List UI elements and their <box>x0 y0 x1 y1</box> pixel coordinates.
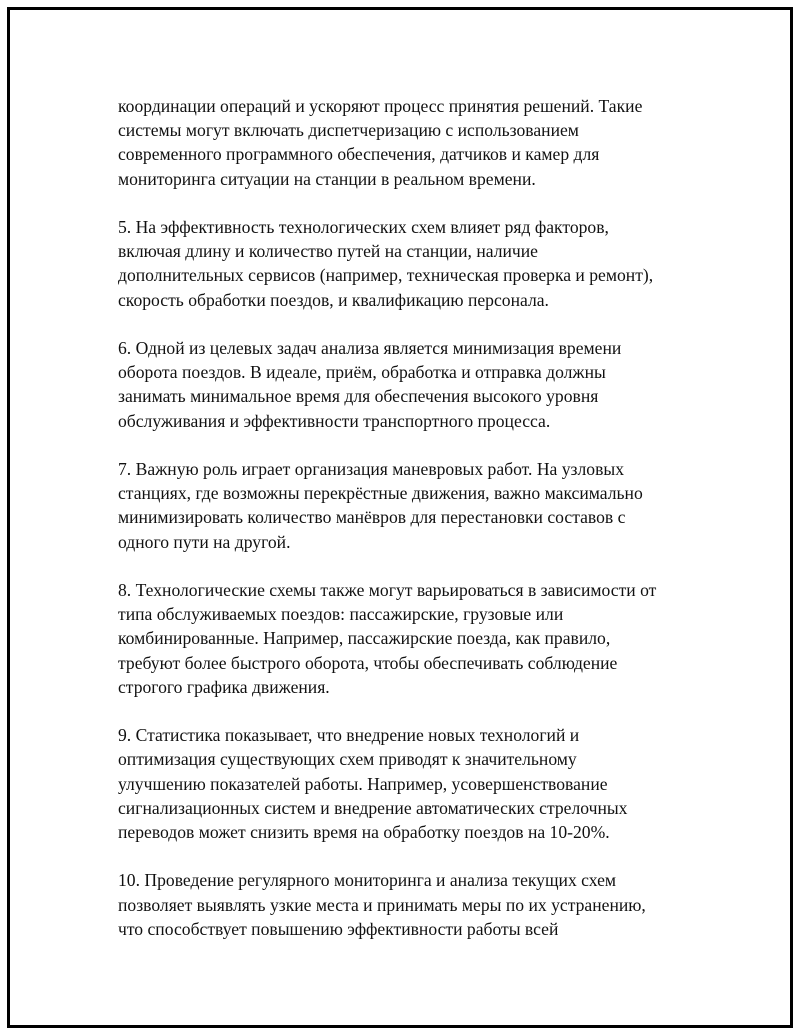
text-line: мониторинга ситуации на станции в реальном времени. <box>118 168 536 189</box>
text-line: скорость обработки поездов, и квалификацию персонала. <box>118 289 549 310</box>
text-line: что способствует повышению эффективности работы всей <box>118 918 559 939</box>
text-line: переводов может снизить время на обработку поездов на 10-20%. <box>118 822 610 843</box>
text-line: обслуживания и эффективности транспортного процесса. <box>118 410 551 431</box>
text-line: станциях, где возможны перекрёстные движения, важно максимально <box>118 483 643 504</box>
paragraph-continuation <box>118 94 698 191</box>
text-line: современного программного обеспечения, датчиков и камер для <box>118 144 600 165</box>
text-line: оборота поездов. В идеале, приём, обработка и отправка должны <box>118 362 606 383</box>
text-line: минимизировать количество манёвров для перестановки составов с <box>118 507 626 528</box>
text-line: 10. Проведение регулярного мониторинга и анализа текущих схем <box>118 870 617 891</box>
text-line: сигнализационных систем и внедрение автоматических стрелочных <box>118 797 628 818</box>
text-line: 8. Технологические схемы также могут варьироваться в зависимости от <box>118 580 657 600</box>
text-line: 5. На эффективность технологических схем влияет ряд факторов, <box>118 217 609 237</box>
document-body <box>118 94 698 965</box>
text-line: строгого графика движения. <box>118 676 330 697</box>
paragraph-item-7 <box>118 457 698 554</box>
paragraph-item-9 <box>118 723 698 844</box>
paragraph-item-5 <box>118 215 698 312</box>
text-line: системы могут включать диспетчеризацию с использованием <box>118 120 579 141</box>
text-line: 9. Статистика показывает, что внедрение новых технологий и <box>118 725 580 746</box>
text-line: оптимизация существующих схем приводят к значительному <box>118 749 577 770</box>
paragraph-item-6 <box>118 336 698 433</box>
text-line: позволяет выявлять узкие места и принимать меры по их устранению, <box>118 894 646 915</box>
text-line: координации операций и ускоряют процесс принятия решений. Такие <box>118 96 643 116</box>
text-line: 6. Одной из целевых задач анализа является минимизация времени <box>118 338 622 358</box>
text-line: требуют более быстрого оборота, чтобы обеспечивать соблюдение <box>118 652 618 673</box>
text-line: комбинированные. Например, пассажирские поезда, как правило, <box>118 628 611 649</box>
text-line: типа обслуживаемых поездов: пассажирские, грузовые или <box>118 604 564 625</box>
text-line: 7. Важную роль играет организация маневровых работ. На узловых <box>118 459 624 479</box>
paragraph-item-10 <box>118 868 698 941</box>
text-line: занимать минимальное время для обеспечения высокого уровня <box>118 386 599 407</box>
text-line: дополнительных сервисов (например, техническая проверка и ремонт), <box>118 265 654 286</box>
paragraph-item-8 <box>118 578 698 699</box>
text-line: включая длину и количество путей на станции, наличие <box>118 241 538 262</box>
text-line: одного пути на другой. <box>118 531 291 552</box>
text-line: улучшению показателей работы. Например, усовершенствование <box>118 773 608 794</box>
